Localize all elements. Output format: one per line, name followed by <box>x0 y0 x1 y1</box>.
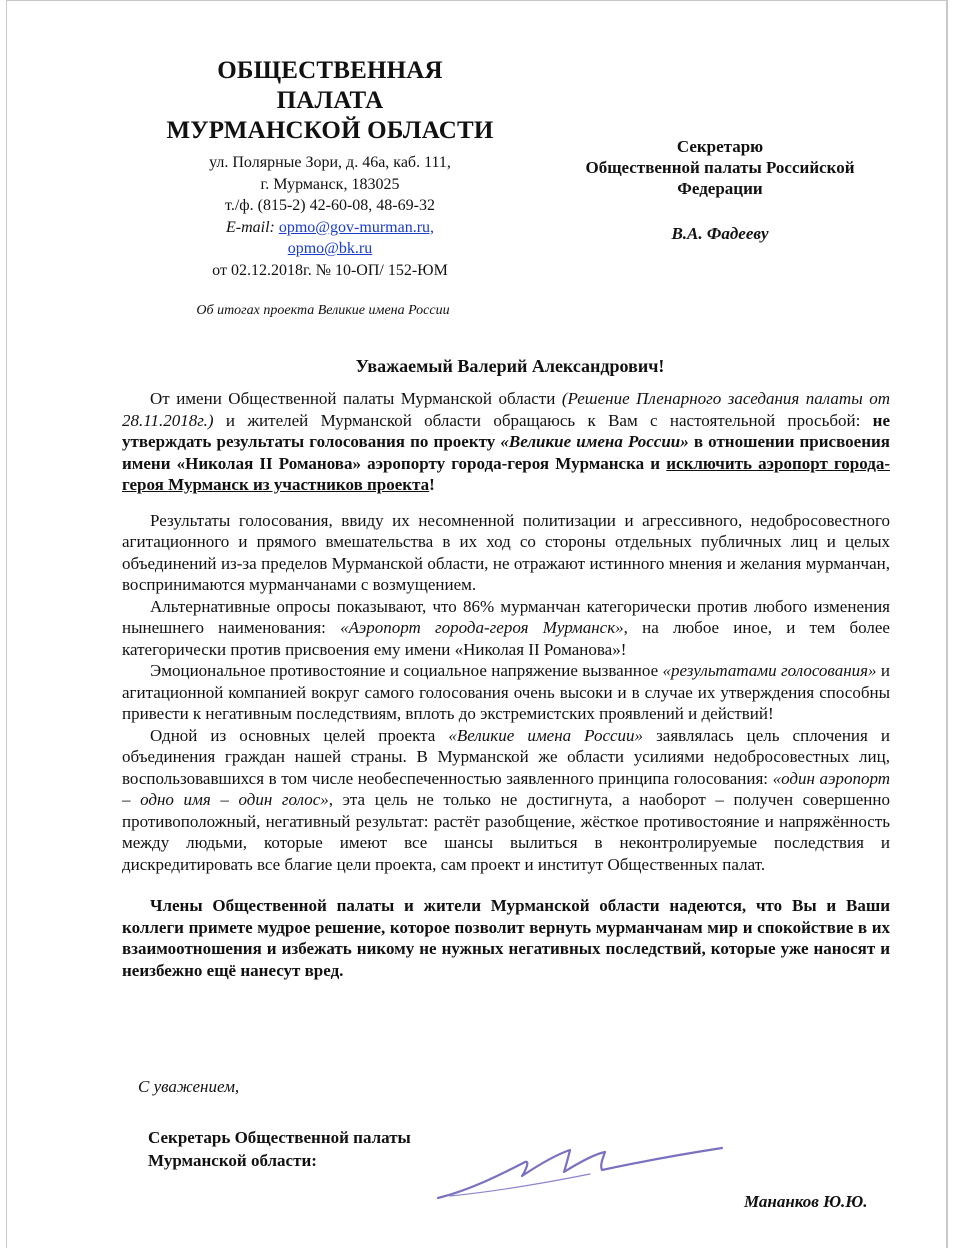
addressee-line-1: Секретарю <box>676 137 764 156</box>
outgoing-reference: от 02.12.2018г. № 10-ОП/ 152-ЮМ <box>212 262 448 279</box>
paragraph-closing: Члены Общественной палаты и жители Мурманской области надеются, что Вы и Ваши коллеги примете мудрое решение, которое позволит вернуть мурманчанам мир и спокойствие в их взаимоотношения и избежать никому не нужных негативных последствий, которые уже наносят и неизбежно ещё нанесут вред. <box>122 896 890 980</box>
paragraph-tension <box>122 660 890 725</box>
letter-subject: Об итогах проекта Великие имена России <box>196 303 450 318</box>
signer-title-line-2: Мурманской области: <box>148 1151 317 1170</box>
frame-left-border <box>6 0 7 1248</box>
org-name-line-2: ПАЛАТА <box>276 87 384 114</box>
addressee-line-3: Федерации <box>677 179 763 198</box>
p5-text-3: заявлялась цель сплочения и объединения граждан нашей страны. В Мурманской же области усилиями недобросовестных лиц, воспользовавшихся в том числе необеспеченностью заявленного принципа голосования: <box>122 725 890 788</box>
sender-city: г. Мурманск, 183025 <box>260 175 400 193</box>
regards: С уважением, <box>138 1077 240 1096</box>
p5-project-name: «Великие имена России» <box>448 725 644 745</box>
p5-text-5: , эта цель не только не достигнута, а наоборот – получен совершенно противоположный, негативный результат: растёт разобщение, жёсткое противостояние и напряжённость между людьми, которые имеют все шансы вылиться в неконтролируемые последствия и дискредитировать все благие цели проекта, сам проект и институт Общественных палат. <box>122 790 890 874</box>
sender-address: ул. Полярные Зори, д. 46а, каб. 111, <box>209 154 451 171</box>
addressee-line-2: Общественной палаты Российской <box>585 158 855 177</box>
p1-text-1: От имени Общественной палаты Мурманской области <box>150 389 562 408</box>
p1-project-name: «Великие имена России» <box>500 432 689 451</box>
p1-exclude-underlined: исключить аэропорт города-героя Мурманск из участников проекта <box>122 453 890 494</box>
frame-right-border <box>946 0 948 1248</box>
p1-text-3: и жителей Мурманской области обращаюсь к Вам с настоятельной просьбой: <box>213 410 873 430</box>
addressee-name: В.А. Фадееву <box>671 224 769 243</box>
org-name-line-3: МУРМАНСКОЙ ОБЛАСТИ <box>166 117 494 144</box>
addressee-block <box>560 136 880 199</box>
p3-text-1: Альтернативные опросы показывают, что 86% мурманчан категорически против любого изменения нынешнего наименования: <box>122 596 890 637</box>
sender-email-line <box>150 217 510 239</box>
email-link-1[interactable]: opmo@gov-murman.ru, <box>278 218 435 236</box>
p4-text-1: Эмоциональное противостояние и социальное напряжение вызванное <box>150 661 663 680</box>
signer-title-line-1: Секретарь Общественной палаты <box>148 1128 411 1147</box>
paragraph-polls <box>122 596 890 661</box>
sender-org-name <box>150 56 510 146</box>
signer-name: Мананков Ю.Ю. <box>744 1192 868 1211</box>
paragraph-goals <box>122 725 890 876</box>
p1-request-bold-2: в отношении присвоения имени «Николая II Романова» аэропорту города-героя Мурманска и <box>122 432 890 473</box>
handwritten-signature <box>430 1140 730 1210</box>
paragraph-request <box>122 388 890 496</box>
p4-text-3: и агитационной компанией вокруг самого голосования очень высоки и в случае их утверждения способны привести к негативным последствиям, вплоть до экстремистских проявлений и действий! <box>122 661 890 723</box>
p4-results-quote: «результатами голосования» <box>662 661 877 680</box>
email-label: E-mail: <box>225 218 275 236</box>
sender-email-line-2 <box>150 238 510 260</box>
p1-request-bold: не утверждать результаты голосования по проекту <box>122 410 890 451</box>
p5-text-1: Одной из основных целей проекта <box>150 725 449 745</box>
p3-text-3: , на любое иное, и тем более категорически против присвоения ему имени «Николая II Романова»! <box>122 618 890 659</box>
p3-airport-name: «Аэропорт города-героя Мурманск» <box>340 618 624 637</box>
letter-body <box>122 388 890 981</box>
signer-title <box>148 1126 411 1172</box>
p5-principle-quote: «один аэропорт – одно имя – один голос» <box>122 768 891 809</box>
p1-decision-ref: (Решение Пленарного заседания палаты от 28.11.2018г.) <box>122 389 890 430</box>
salutation: Уважаемый Валерий Александрович! <box>355 356 665 376</box>
sender-contacts <box>150 152 510 260</box>
paragraph-results: Результаты голосования, ввиду их несомненной политизации и агрессивного, недобросовестного агитационного и прямого вмешательства в их ход со стороны отдельных публичных лиц и целых объединений из-за пределов Мурманской области, не отражают истинного мнения и желания мурманчан, воспринимаются мурманчанами с возмущением. <box>122 510 890 594</box>
sender-phone: т./ф. (815-2) 42-60-08, 48-69-32 <box>225 197 435 214</box>
frame-top-border <box>6 0 948 1</box>
org-name-line-1: ОБЩЕСТВЕННАЯ <box>217 57 443 84</box>
email-link-2[interactable]: opmo@bk.ru <box>287 240 373 257</box>
p1-exclamation: ! <box>429 475 435 494</box>
